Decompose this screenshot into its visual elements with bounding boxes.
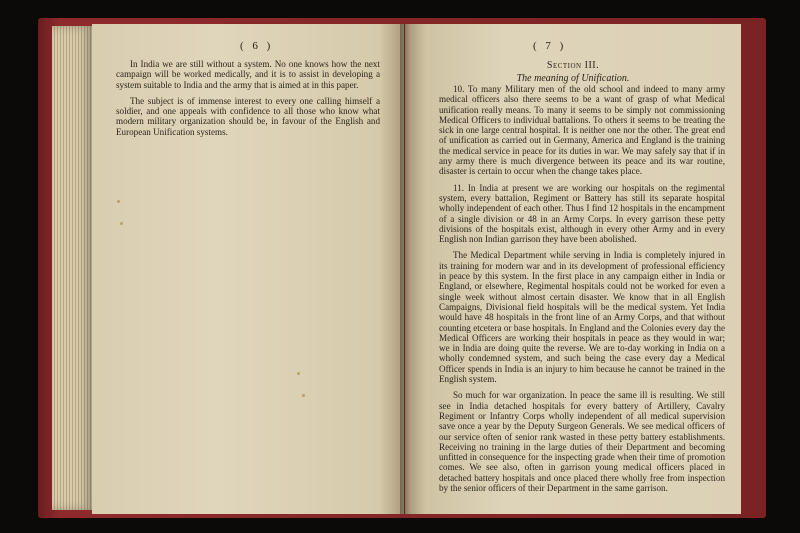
foxing-spot (120, 222, 123, 225)
book-gutter (400, 24, 410, 514)
page-number: ( 7 ) (533, 40, 567, 52)
paragraph: In India we are still without a system. No one knows how the next campaign will be worked medically, and it is to assist in developing a system suitable to India and the army that is aimed at in this paper. (116, 59, 380, 90)
page-body (439, 84, 725, 499)
paragraph: So much for war organization. In peace the same ill is resulting. We still see in India detached hospitals for every battery of Artillery, Cavalry Regiment or Infantry Corps wholly independent of all medical supervision save once a year by the Deputy Surgeon Generals. We see medical officers of our service often of senior rank wasted in these petty battery establishments. Receiving no training in the large duties of their Department and becoming unfitted in consequence for the inspecting grade when their time of promotion comes. We see also, often in garrison young medical officers placed in detached battery hospitals and once placed there wholly free from inspection by the senior officers of their Department in the same garrison. (439, 390, 725, 493)
paragraph: The subject is of immense interest to every one calling himself a soldier, and one appeals with confidence to all those who know what modern military organization should be, in favour of the English and European Unification systems. (116, 95, 380, 137)
left-page (92, 24, 404, 514)
page-body (116, 59, 380, 143)
section-subheading: The meaning of Unification. (516, 73, 630, 84)
foxing-spot (117, 200, 120, 203)
foxing-spot (297, 372, 300, 375)
paragraph: 11. In India at present we are working our hospitals on the regimental system, every battalion, Regiment or Battery has still its separate hospital wholly independent of each other. Thus I find 12 hospitals in the encampment of a single division or 48 in an Army Corps. In every garrison these petty divisions of the hospitals exist, although in every other Army and in every English non Indian garrison they have been abolished. (439, 182, 725, 245)
paragraph: 10. To many Military men of the old school and indeed to many army medical officers also there seems to be a want of grasp of what Medical unification really means. To many it seems to be simply not commissioning Medical Officers to individual battalions. To others it seems to be treating the sick in one large central hospital. It is neither one nor the other. The great end of unification as carried out in Germany, America and England is the training the medical service in peace for its duties in war. We may safely say that if in any army there is much divergence between its peace and its war routine, disaster is certain to occur when the change takes place. (439, 84, 725, 177)
right-page (405, 24, 741, 514)
foxing-spot (302, 394, 305, 397)
page-edges (52, 26, 92, 510)
section-heading: Section III. (546, 60, 600, 71)
paragraph: The Medical Department while serving in India is completely injured in its training for modern war and in its development of professional efficiency in peace by this system. In the first place in any campaign either in India or England, or elsewhere, Regimental hospitals could not be worked for even a single week without almost certain disaster. We know that in all English Campaigns, Divisional field hospitals will be the medical system. Yet India would have 48 hospitals in the front line of an Army Corps, and that without counting etcetera or base hospitals. In England and the Colonies every day the Medical Officers are working their hospitals in peace as they would in war; we in India are doing quite the reverse. We are to-day working in India on a wholly condemned system, and such being the case every day a Medical Officer spends in India is an injury to him because he cannot be trained in the English system. (439, 250, 725, 385)
page-number: ( 6 ) (240, 40, 274, 52)
